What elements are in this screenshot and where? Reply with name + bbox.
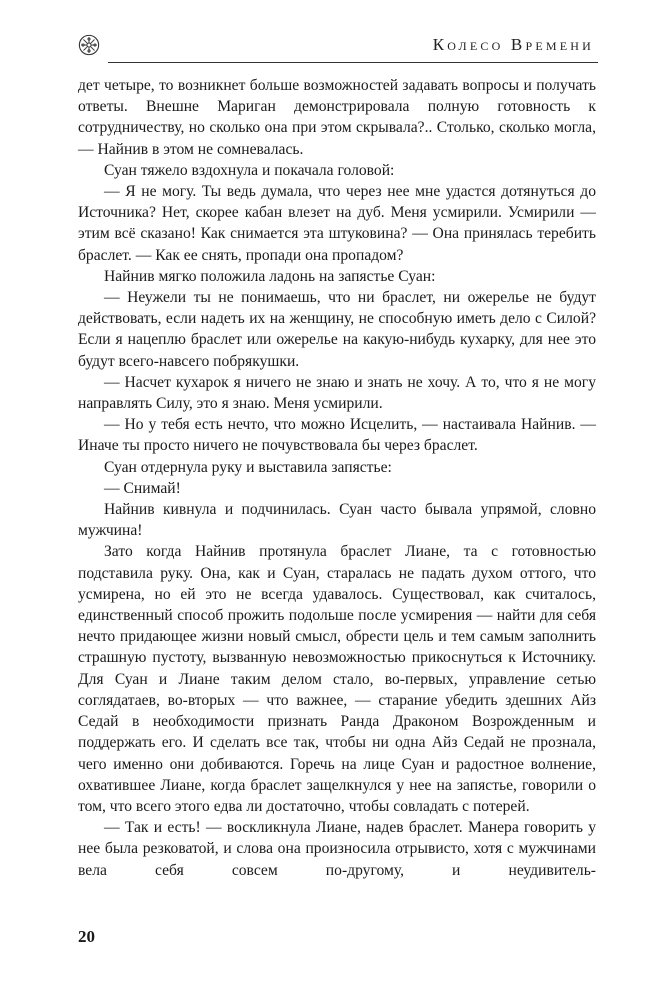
dialogue-paragraph: — Я не могу. Ты ведь думала, что через нее мне удастся дотянуться до Источника? Нет, скорее кабан влезет на дуб. Меня усмирили. Усмирили — этим всё сказано! Как снимается эта штуковина? — Она принялась теребить браслет. — Как ее снять, пропади она пропадом?	[78, 183, 596, 264]
dialogue-paragraph: — Так и есть! — воскликнула Лиане, надев браслет. Манера говорить у нее была резковатой, и слова она произносила отрывисто, хотя с мужчинами вела себя совсем по-другому, и неудивитель-	[78, 819, 596, 879]
page-number: 20	[78, 927, 95, 946]
paragraph: Суан тяжело вздохнула и покачала головой:	[104, 161, 395, 179]
running-header	[78, 30, 598, 66]
dialogue-paragraph: — Неужели ты не понимаешь, что ни браслет, ни ожерелье не будут действовать, если надеть их на женщину, не способную иметь дело с Силой? Если я нацеплю браслет или ожерелье на какую-нибудь кухарку, для нее это будут всего-навсего побрякушки.	[78, 289, 596, 370]
body-text	[78, 75, 596, 881]
wheel-of-time-emblem-icon	[78, 34, 100, 56]
dialogue-paragraph: — Но у тебя есть нечто, что можно Исцелить, — настаивала Найнив. — Иначе ты просто ничего не почувствовала бы через браслет.	[78, 416, 596, 455]
paragraph: Суан отдернула руку и выставила запястье:	[104, 458, 392, 476]
paragraph: Найнив мягко положила ладонь на запястье Суан:	[104, 267, 436, 285]
paragraph: Зато когда Найнив протянула браслет Лиане, та с готовностью подставила руку. Она, как и Суан, старалась не падать духом оттого, что усмирена, но ей это не всегда удавалось. Существовал, как считалось, единственный способ прожить подольше после усмирения — найти для себя нечто придающее жизни новый смысл, обрести цель и тем самым заполнить страшную пустоту, вызванную невозможностью прикоснуться к Источнику. Для Суан и Лиане таким делом стало, во-первых, управление сетью соглядатаев, во-вторых — что важнее, — старание убедить здешних Айз Седай в необходимости признать Ранда Драконом Возрожденным и поддержать его. И сделать все так, чтобы ни одна Айз Седай не прознала, чего именно они добиваются. Горечь на лице Суан и радостное волнение, охватившее Лиане, когда браслет защелкнулся у нее на запястье, говорили о том, что всего этого едва ли достаточно, чтобы совладать с потерей.	[78, 543, 596, 815]
dialogue-paragraph: — Снимай!	[104, 479, 181, 497]
header-rule	[108, 62, 598, 63]
book-title: Колесо Времени	[432, 35, 594, 54]
paragraph: Найнив кивнула и подчинилась. Суан часто бывала упрямой, словно мужчина!	[78, 501, 596, 540]
paragraph-continued: дет четыре, то возникнет больше возможностей задавать вопросы и получать ответы. Внешне Мариган демонстрировала полную готовность к сотрудничеству, но сколько она при этом скрывала?.. Столько, сколько могла, — Найнив в этом не сомневалась.	[78, 77, 596, 158]
dialogue-paragraph: — Насчет кухарок я ничего не знаю и знать не хочу. А то, что я не могу направлять Силу, это я знаю. Меня усмирили.	[78, 373, 596, 413]
